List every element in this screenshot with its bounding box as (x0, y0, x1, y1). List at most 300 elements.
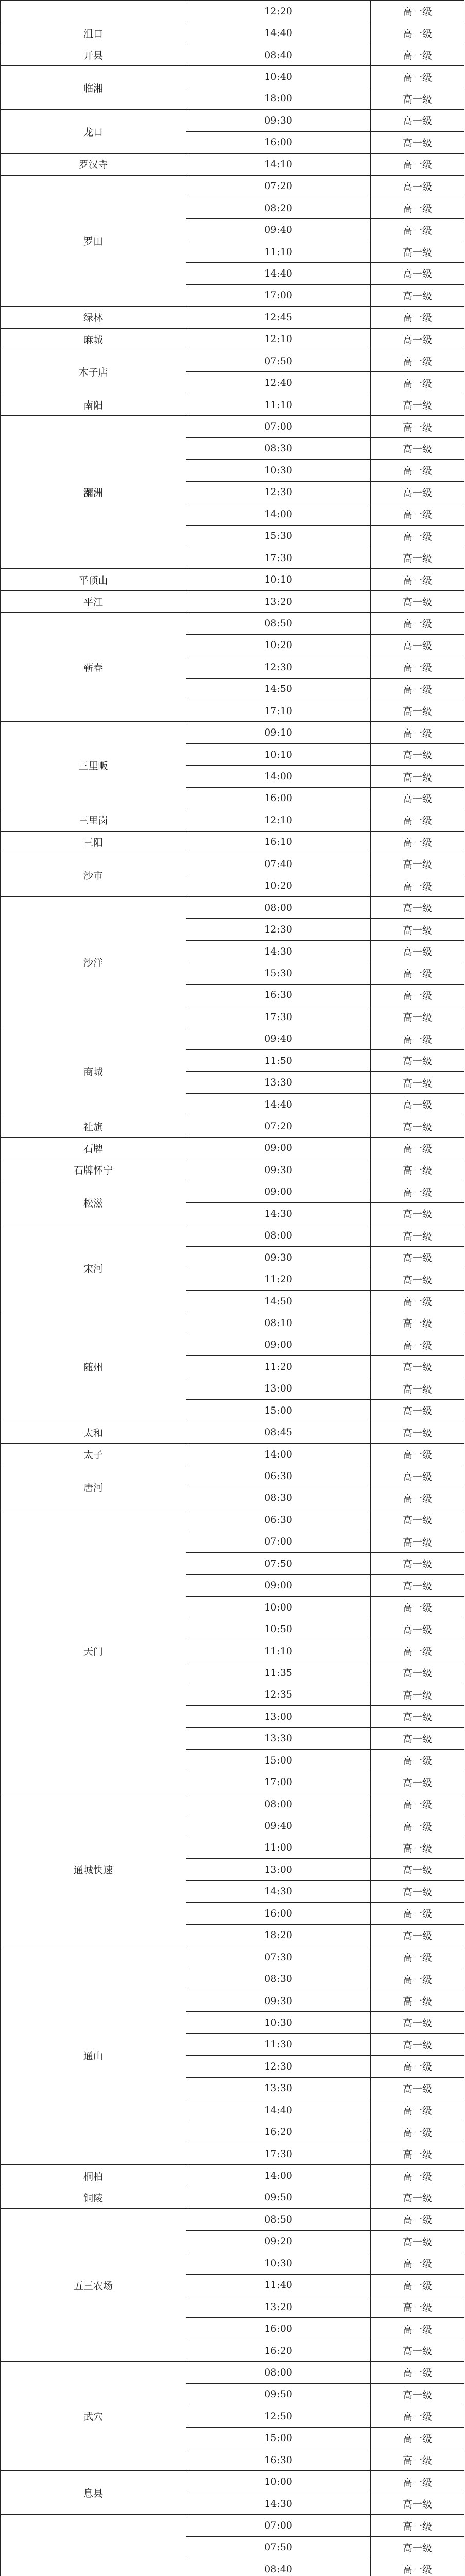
destination-cell: 瀰洲 (1, 416, 186, 569)
bus-class-cell: 高一级 (371, 787, 464, 809)
schedule-body (1, 1, 464, 2576)
bus-class-cell: 高一级 (371, 1990, 464, 2011)
departure-time-cell: 12:20 (186, 1, 371, 22)
departure-time-cell: 07:50 (186, 350, 371, 372)
bus-class-cell: 高一级 (371, 2252, 464, 2274)
departure-time-cell: 16:00 (186, 131, 371, 153)
destination-cell: 罗田 (1, 175, 186, 307)
table-row (1, 66, 464, 88)
departure-time-cell: 13:30 (186, 1727, 371, 1749)
departure-time-cell: 14:40 (186, 22, 371, 44)
departure-time-cell: 15:00 (186, 2427, 371, 2449)
table-row (1, 1509, 464, 1531)
bus-class-cell: 高一级 (371, 2318, 464, 2340)
destination-cell (1, 2515, 186, 2576)
departure-time-cell: 07:50 (186, 2536, 371, 2558)
table-row (1, 307, 464, 328)
bus-class-cell: 高一级 (371, 241, 464, 262)
bus-class-cell: 高一级 (371, 2121, 464, 2143)
bus-class-cell: 高一级 (371, 743, 464, 765)
destination-cell: 石牌 (1, 1137, 186, 1159)
bus-class-cell: 高一级 (371, 1159, 464, 1181)
departure-time-cell: 08:30 (186, 1968, 371, 1990)
departure-time-cell: 07:40 (186, 853, 371, 875)
departure-time-cell: 10:10 (186, 743, 371, 765)
bus-class-cell: 高一级 (371, 437, 464, 459)
departure-time-cell: 09:40 (186, 1028, 371, 1049)
departure-time-cell: 12:45 (186, 307, 371, 328)
departure-time-cell: 09:40 (186, 219, 371, 241)
bus-class-cell: 高一级 (371, 1750, 464, 1771)
destination-cell: 平顶山 (1, 569, 186, 590)
departure-time-cell: 16:00 (186, 787, 371, 809)
departure-time-cell: 12:30 (186, 656, 371, 678)
bus-class-cell: 高一级 (371, 1378, 464, 1399)
bus-class-cell: 高一级 (371, 1903, 464, 1924)
departure-time-cell: 14:40 (186, 1093, 371, 1115)
bus-class-cell: 高一级 (371, 1465, 464, 1487)
bus-class-cell: 高一级 (371, 2558, 464, 2576)
bus-class-cell: 高一级 (371, 525, 464, 547)
departure-time-cell: 09:40 (186, 1815, 371, 1837)
bus-class-cell: 高一级 (371, 372, 464, 394)
departure-time-cell: 16:10 (186, 831, 371, 853)
departure-time-cell: 12:30 (186, 2056, 371, 2077)
table-row (1, 2209, 464, 2230)
departure-time-cell: 06:30 (186, 1465, 371, 1487)
table-row (1, 1946, 464, 1968)
departure-time-cell: 17:00 (186, 1771, 371, 1793)
bus-class-cell: 高一级 (371, 1312, 464, 1334)
bus-class-cell: 高一级 (371, 2296, 464, 2317)
departure-time-cell: 09:30 (186, 1246, 371, 1268)
table-row (1, 1421, 464, 1443)
departure-time-cell: 16:00 (186, 1903, 371, 1924)
departure-time-cell: 09:00 (186, 1334, 371, 1355)
bus-class-cell: 高一级 (371, 1028, 464, 1049)
departure-time-cell: 12:10 (186, 328, 371, 350)
departure-time-cell: 08:30 (186, 437, 371, 459)
departure-time-cell: 07:20 (186, 1115, 371, 1137)
departure-time-cell: 07:00 (186, 2515, 371, 2536)
destination-cell: 沙洋 (1, 896, 186, 1028)
bus-class-cell: 高一级 (371, 1225, 464, 1246)
destination-cell: 桐柏 (1, 2165, 186, 2187)
bus-class-cell: 高一级 (371, 263, 464, 284)
destination-cell: 松滋 (1, 1181, 186, 1225)
destination-cell: 宋河 (1, 1225, 186, 1312)
table-row (1, 1159, 464, 1181)
bus-class-cell: 高一级 (371, 1968, 464, 1990)
departure-time-cell: 09:50 (186, 2383, 371, 2405)
table-row (1, 2362, 464, 2383)
table-row (1, 1137, 464, 1159)
bus-class-cell: 高一级 (371, 44, 464, 65)
bus-class-cell: 高一级 (371, 66, 464, 88)
bus-class-cell: 高一级 (371, 1662, 464, 1684)
destination-cell: 沮口 (1, 22, 186, 44)
departure-time-cell: 14:30 (186, 2493, 371, 2514)
departure-time-cell: 08:00 (186, 2362, 371, 2383)
bus-class-cell: 高一级 (371, 1050, 464, 1072)
destination-cell: 通城快速 (1, 1793, 186, 1946)
bus-class-cell: 高一级 (371, 2405, 464, 2427)
table-row (1, 831, 464, 853)
destination-cell: 通山 (1, 1946, 186, 2164)
bus-class-cell: 高一级 (371, 394, 464, 415)
departure-time-cell: 13:30 (186, 2077, 371, 2099)
departure-time-cell: 08:00 (186, 1225, 371, 1246)
departure-time-cell: 11:50 (186, 1050, 371, 1072)
departure-time-cell: 16:00 (186, 2318, 371, 2340)
departure-time-cell: 10:10 (186, 569, 371, 590)
bus-class-cell: 高一级 (371, 2230, 464, 2252)
departure-time-cell: 15:30 (186, 962, 371, 984)
bus-class-cell: 高一级 (371, 1880, 464, 1902)
departure-time-cell: 10:30 (186, 2252, 371, 2274)
bus-class-cell: 高一级 (371, 1072, 464, 1093)
departure-time-cell: 08:00 (186, 1793, 371, 1815)
bus-class-cell: 高一级 (371, 1706, 464, 1727)
bus-class-cell: 高一级 (371, 503, 464, 525)
table-row (1, 1465, 464, 1487)
bus-class-cell: 高一级 (371, 1400, 464, 1421)
departure-time-cell: 16:20 (186, 2340, 371, 2361)
bus-class-cell: 高一级 (371, 809, 464, 831)
departure-time-cell: 15:30 (186, 525, 371, 547)
table-row (1, 1443, 464, 1465)
bus-class-cell: 高一级 (371, 700, 464, 722)
departure-time-cell: 06:30 (186, 1509, 371, 1531)
destination-cell: 石牌怀宁 (1, 1159, 186, 1181)
departure-time-cell: 08:45 (186, 1421, 371, 1443)
bus-class-cell: 高一级 (371, 2187, 464, 2208)
bus-class-cell: 高一级 (371, 2471, 464, 2493)
bus-class-cell: 高一级 (371, 940, 464, 962)
departure-time-cell: 09:00 (186, 1181, 371, 1202)
bus-class-cell: 高一级 (371, 2165, 464, 2187)
bus-class-cell: 高一级 (371, 175, 464, 197)
table-row (1, 350, 464, 372)
bus-class-cell: 高一级 (371, 656, 464, 678)
bus-class-cell: 高一级 (371, 2209, 464, 2230)
bus-class-cell: 高一级 (371, 569, 464, 590)
table-row (1, 722, 464, 743)
bus-class-cell: 高一级 (371, 2515, 464, 2536)
departure-time-cell: 11:10 (186, 241, 371, 262)
bus-class-cell: 高一级 (371, 2340, 464, 2361)
bus-class-cell: 高一级 (371, 1203, 464, 1225)
bus-class-cell: 高一级 (371, 1924, 464, 1946)
bus-class-cell: 高一级 (371, 962, 464, 984)
bus-class-cell: 高一级 (371, 678, 464, 700)
bus-class-cell: 高一级 (371, 896, 464, 918)
bus-class-cell: 高一级 (371, 307, 464, 328)
table-row (1, 569, 464, 590)
departure-time-cell: 12:10 (186, 809, 371, 831)
bus-class-cell: 高一级 (371, 328, 464, 350)
departure-time-cell: 14:00 (186, 2165, 371, 2187)
destination-cell: 临湘 (1, 66, 186, 110)
departure-time-cell: 13:20 (186, 590, 371, 612)
departure-time-cell: 11:20 (186, 1268, 371, 1290)
departure-time-cell: 09:30 (186, 1159, 371, 1181)
destination-cell: 息县 (1, 2471, 186, 2515)
bus-class-cell: 高一级 (371, 1, 464, 22)
bus-class-cell: 高一级 (371, 1290, 464, 1312)
bus-class-cell: 高一级 (371, 1137, 464, 1159)
table-row (1, 1, 464, 22)
departure-time-cell: 11:20 (186, 1356, 371, 1378)
bus-class-cell: 高一级 (371, 590, 464, 612)
departure-time-cell: 09:20 (186, 2230, 371, 2252)
bus-class-cell: 高一级 (371, 1268, 464, 1290)
departure-time-cell: 16:30 (186, 984, 371, 1006)
departure-time-cell: 11:30 (186, 2033, 371, 2055)
table-row (1, 175, 464, 197)
destination-cell: 太子 (1, 1443, 186, 1465)
bus-class-cell: 高一级 (371, 1093, 464, 1115)
bus-class-cell: 高一级 (371, 2077, 464, 2099)
departure-time-cell: 12:35 (186, 1684, 371, 1705)
bus-class-cell: 高一级 (371, 1334, 464, 1355)
destination-cell: 麻城 (1, 328, 186, 350)
departure-time-cell: 15:00 (186, 1400, 371, 1421)
bus-class-cell: 高一级 (371, 197, 464, 218)
departure-time-cell: 07:00 (186, 1531, 371, 1552)
departure-time-cell: 09:50 (186, 2187, 371, 2208)
destination-cell: 唐河 (1, 1465, 186, 1509)
bus-class-cell: 高一级 (371, 2493, 464, 2514)
bus-class-cell: 高一级 (371, 2033, 464, 2055)
table-row (1, 1181, 464, 1202)
departure-time-cell: 13:00 (186, 1378, 371, 1399)
table-row (1, 2165, 464, 2187)
departure-time-cell: 08:40 (186, 2558, 371, 2576)
departure-time-cell: 13:30 (186, 1072, 371, 1093)
bus-class-cell: 高一级 (371, 2274, 464, 2296)
table-row (1, 590, 464, 612)
departure-time-cell: 08:40 (186, 44, 371, 65)
table-row (1, 154, 464, 175)
departure-time-cell: 14:00 (186, 1443, 371, 1465)
departure-time-cell: 17:00 (186, 284, 371, 306)
bus-class-cell: 高一级 (371, 1509, 464, 1531)
bus-class-cell: 高一级 (371, 1859, 464, 1880)
bus-class-cell: 高一级 (371, 1815, 464, 1837)
departure-time-cell: 10:30 (186, 460, 371, 481)
bus-class-cell: 高一级 (371, 1246, 464, 1268)
bus-class-cell: 高一级 (371, 547, 464, 568)
bus-class-cell: 高一级 (371, 2056, 464, 2077)
departure-time-cell: 09:00 (186, 1574, 371, 1596)
destination-cell: 社旗 (1, 1115, 186, 1137)
bus-class-cell: 高一级 (371, 2449, 464, 2471)
departure-time-cell: 14:40 (186, 263, 371, 284)
departure-time-cell: 16:20 (186, 2121, 371, 2143)
table-row (1, 1225, 464, 1246)
departure-time-cell: 08:00 (186, 896, 371, 918)
bus-class-cell: 高一级 (371, 110, 464, 131)
bus-class-cell: 高一级 (371, 2012, 464, 2033)
departure-time-cell: 11:35 (186, 1662, 371, 1684)
bus-class-cell: 高一级 (371, 1946, 464, 1968)
bus-class-cell: 高一级 (371, 2143, 464, 2164)
departure-time-cell: 12:30 (186, 481, 371, 503)
bus-class-cell: 高一级 (371, 613, 464, 634)
destination-cell: 商城 (1, 1028, 186, 1115)
bus-class-cell: 高一级 (371, 1006, 464, 1028)
departure-time-cell: 11:10 (186, 1640, 371, 1662)
bus-class-cell: 高一级 (371, 1727, 464, 1749)
bus-class-cell: 高一级 (371, 1531, 464, 1552)
bus-class-cell: 高一级 (371, 831, 464, 853)
departure-time-cell: 11:40 (186, 2274, 371, 2296)
departure-time-cell: 14:50 (186, 678, 371, 700)
bus-class-cell: 高一级 (371, 722, 464, 743)
bus-class-cell: 高一级 (371, 1487, 464, 1509)
departure-time-cell: 10:40 (186, 66, 371, 88)
bus-class-cell: 高一级 (371, 1640, 464, 1662)
departure-time-cell: 10:00 (186, 1596, 371, 1618)
departure-time-cell: 10:30 (186, 2012, 371, 2033)
departure-time-cell: 14:30 (186, 1880, 371, 1902)
departure-time-cell: 12:50 (186, 2405, 371, 2427)
bus-class-cell: 高一级 (371, 350, 464, 372)
bus-class-cell: 高一级 (371, 481, 464, 503)
bus-class-cell: 高一级 (371, 284, 464, 306)
departure-time-cell: 07:20 (186, 175, 371, 197)
departure-time-cell: 12:40 (186, 372, 371, 394)
bus-class-cell: 高一级 (371, 2099, 464, 2121)
bus-class-cell: 高一级 (371, 1181, 464, 1202)
table-row (1, 1028, 464, 1049)
bus-class-cell: 高一级 (371, 1115, 464, 1137)
departure-time-cell: 10:50 (186, 1618, 371, 1640)
departure-time-cell: 08:50 (186, 613, 371, 634)
table-row (1, 44, 464, 65)
destination-cell: 铜陵 (1, 2187, 186, 2208)
bus-class-cell: 高一级 (371, 1443, 464, 1465)
departure-time-cell: 13:00 (186, 1706, 371, 1727)
departure-time-cell: 09:00 (186, 1137, 371, 1159)
bus-class-cell: 高一级 (371, 131, 464, 153)
table-row (1, 809, 464, 831)
departure-time-cell: 17:30 (186, 1006, 371, 1028)
table-row (1, 2515, 464, 2536)
bus-class-cell: 高一级 (371, 88, 464, 109)
departure-time-cell: 09:10 (186, 722, 371, 743)
destination-cell: 三里岗 (1, 809, 186, 831)
bus-class-cell: 高一级 (371, 416, 464, 437)
departure-time-cell: 12:30 (186, 919, 371, 940)
table-row (1, 416, 464, 437)
destination-cell: 武穴 (1, 2362, 186, 2471)
destination-cell: 绿林 (1, 307, 186, 328)
destination-cell: 随州 (1, 1312, 186, 1421)
departure-time-cell: 17:30 (186, 2143, 371, 2164)
bus-class-cell: 高一级 (371, 875, 464, 896)
departure-time-cell: 13:20 (186, 2296, 371, 2317)
destination-cell: 蕲春 (1, 613, 186, 722)
bus-class-cell: 高一级 (371, 984, 464, 1006)
destination-cell: 龙口 (1, 110, 186, 154)
bus-class-cell: 高一级 (371, 1618, 464, 1640)
destination-cell: 罗汉寺 (1, 154, 186, 175)
table-row (1, 1115, 464, 1137)
bus-class-cell: 高一级 (371, 22, 464, 44)
departure-time-cell: 10:20 (186, 875, 371, 896)
departure-time-cell: 11:10 (186, 394, 371, 415)
bus-class-cell: 高一级 (371, 219, 464, 241)
departure-time-cell: 07:00 (186, 416, 371, 437)
bus-class-cell: 高一级 (371, 154, 464, 175)
destination-cell: 天门 (1, 1509, 186, 1793)
table-row (1, 2187, 464, 2208)
departure-time-cell: 14:00 (186, 766, 371, 787)
destination-cell: 平江 (1, 590, 186, 612)
departure-time-cell: 10:00 (186, 2471, 371, 2493)
departure-time-cell: 13:00 (186, 1859, 371, 1880)
destination-cell: 三里畈 (1, 722, 186, 809)
destination-cell: 五三农场 (1, 2209, 186, 2362)
bus-class-cell: 高一级 (371, 634, 464, 656)
bus-class-cell: 高一级 (371, 1553, 464, 1574)
table-row (1, 613, 464, 634)
departure-time-cell: 07:50 (186, 1553, 371, 1574)
bus-class-cell: 高一级 (371, 766, 464, 787)
destination-cell: 开县 (1, 44, 186, 65)
departure-time-cell: 18:20 (186, 1924, 371, 1946)
table-row (1, 1793, 464, 1815)
destination-cell: 三阳 (1, 831, 186, 853)
departure-time-cell: 08:50 (186, 2209, 371, 2230)
bus-class-cell: 高一级 (371, 2383, 464, 2405)
table-row (1, 22, 464, 44)
bus-class-cell: 高一级 (371, 919, 464, 940)
departure-time-cell: 11:00 (186, 1837, 371, 1858)
bus-class-cell: 高一级 (371, 853, 464, 875)
departure-time-cell: 14:50 (186, 1290, 371, 1312)
departure-time-cell: 14:00 (186, 503, 371, 525)
bus-class-cell: 高一级 (371, 1574, 464, 1596)
departure-time-cell: 09:30 (186, 1990, 371, 2011)
departure-time-cell: 18:00 (186, 88, 371, 109)
departure-time-cell: 08:10 (186, 1312, 371, 1334)
departure-time-cell: 10:20 (186, 634, 371, 656)
departure-time-cell: 14:40 (186, 2099, 371, 2121)
destination-cell: 太和 (1, 1421, 186, 1443)
destination-cell (1, 1, 186, 22)
departure-time-cell: 14:30 (186, 1203, 371, 1225)
destination-cell: 木子店 (1, 350, 186, 394)
departure-time-cell: 17:30 (186, 547, 371, 568)
table-row (1, 394, 464, 415)
bus-class-cell: 高一级 (371, 2427, 464, 2449)
departure-time-cell: 09:30 (186, 110, 371, 131)
table-row (1, 328, 464, 350)
bus-class-cell: 高一级 (371, 460, 464, 481)
departure-time-cell: 16:30 (186, 2449, 371, 2471)
bus-class-cell: 高一级 (371, 1596, 464, 1618)
departure-time-cell: 14:30 (186, 940, 371, 962)
departure-time-cell: 14:10 (186, 154, 371, 175)
table-row (1, 2471, 464, 2493)
table-row (1, 896, 464, 918)
table-row (1, 1312, 464, 1334)
departure-time-cell: 07:30 (186, 1946, 371, 1968)
departure-time-cell: 15:00 (186, 1750, 371, 1771)
